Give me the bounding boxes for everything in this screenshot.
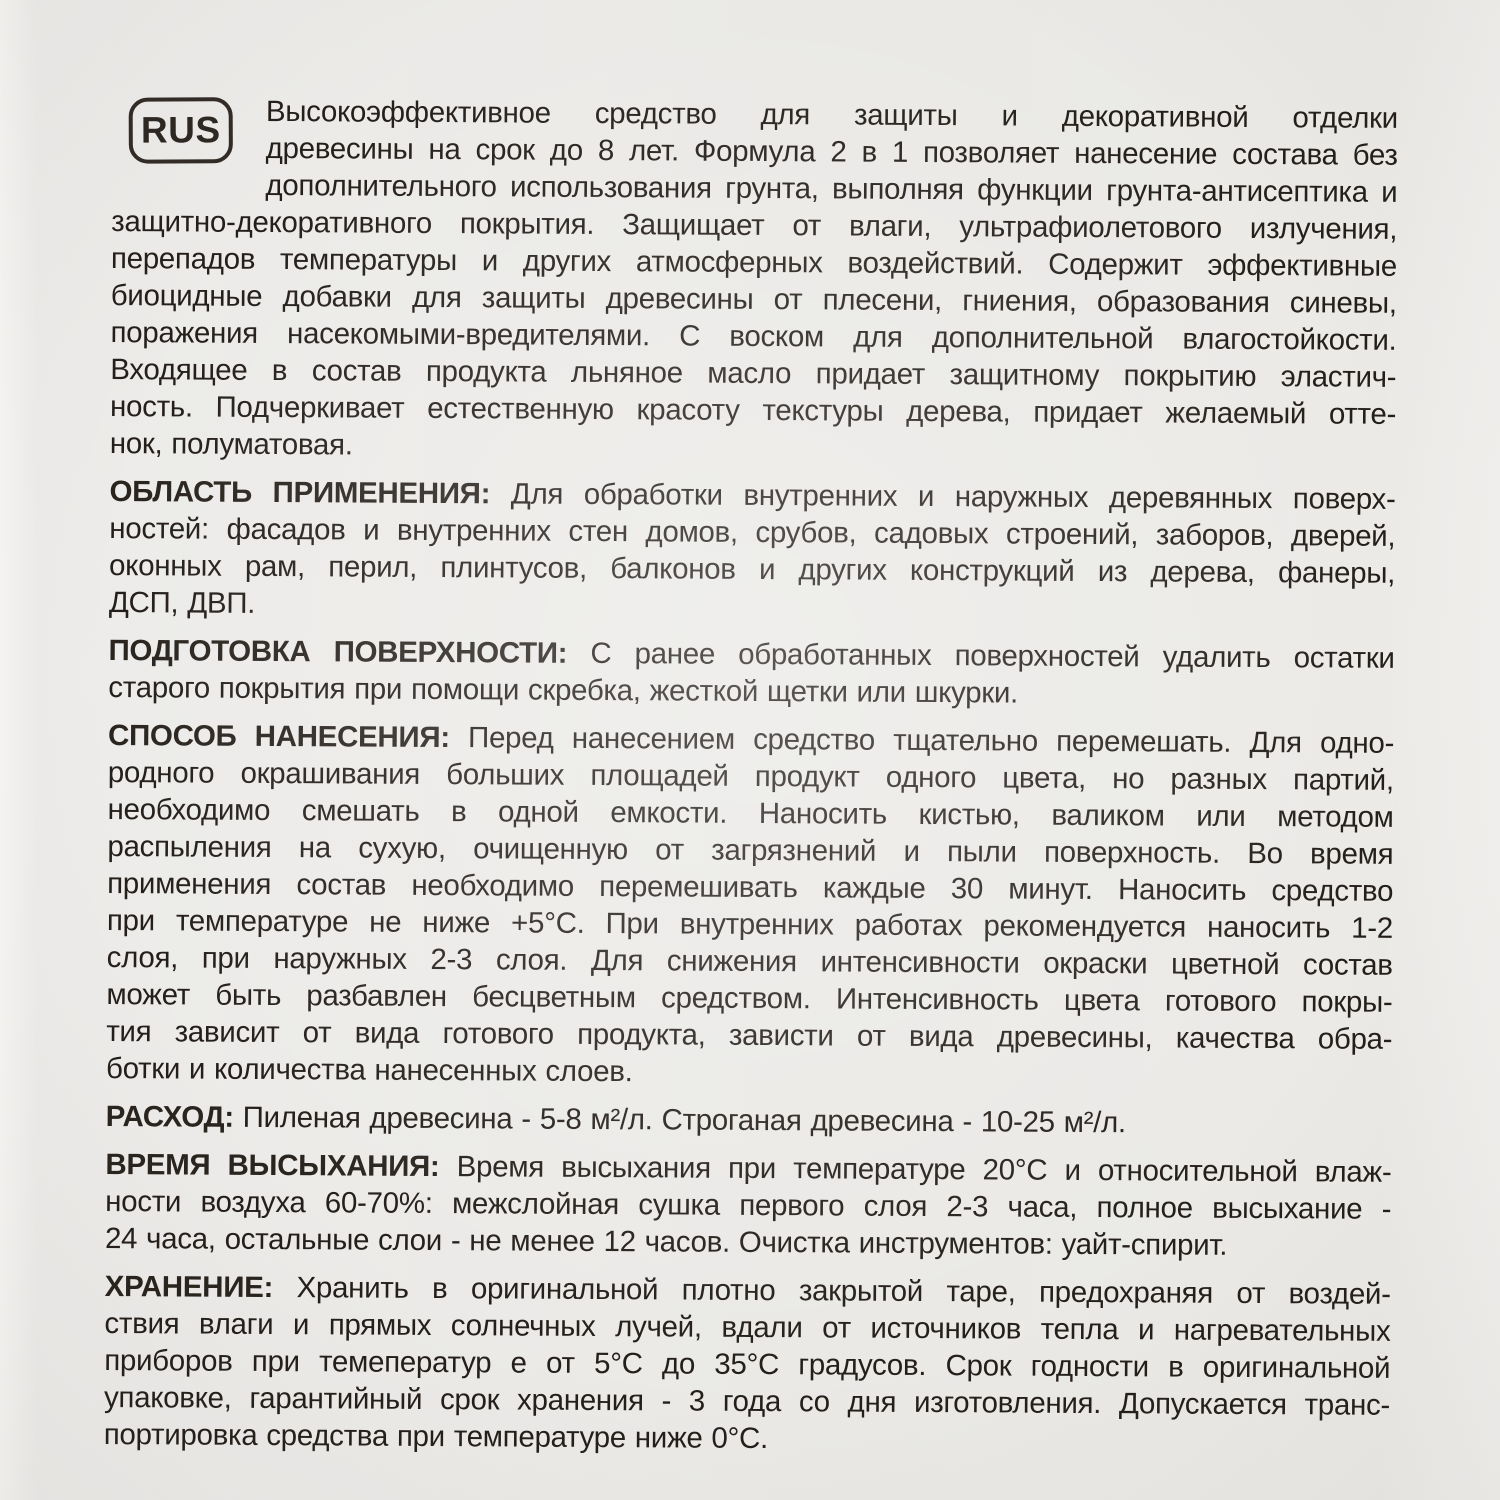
text-line [106, 1098, 1392, 1143]
section-heading: ПОДГОТОВКА ПОВЕРХНОСТИ: [108, 633, 568, 670]
section-heading: РАСХОД: [105, 1099, 234, 1134]
text-line: при температуре не ниже +5°С. При внутренних работах рекомендуется наносить 1-2 [106, 903, 1394, 945]
text-line: ностей: фасадов и внутренних стен домов, срубов, садовых строений, заборов, дверей, [109, 511, 1396, 553]
text-line: слоя, при наружных 2-3 слоя. Для снижения интенсивности окраски цветной состав [106, 940, 1393, 982]
text-line: распыления на сухую, очищенную от загрязнений и пыли поверхность. Во время [107, 829, 1394, 871]
text-line: упаковке, гарантийный срок хранения - 3 года со дня изготовления. Допускается транс- [103, 1380, 1391, 1422]
text-line: может быть разбавлен бесцветным средством. Интенсивность цвета готового покры- [106, 977, 1393, 1019]
text-line: ность. Подчеркивает естественную красоту текстуры дерева, придает желаемый отте- [109, 389, 1397, 431]
text-line: перепадов температуры и других атмосферных воздействий. Содержит эффективные [110, 241, 1398, 283]
text-line: биоцидные добавки для защиты древесины от плесени, гниения, образования синевы, [110, 278, 1397, 320]
text-span: С ранее обработанных поверхностей удалить остатки [590, 636, 1395, 675]
text-line: ствия влаги и прямых солнечных лучей, вдали от источников тепла и нагревательных [104, 1306, 1391, 1348]
section-surface-preparation [108, 632, 1394, 714]
section-heading: ХРАНЕНИЕ: [104, 1269, 274, 1305]
text-line: старого покрытия при помощи скребка, жесткой щетки или шкурки. [108, 670, 1019, 710]
text-line: применения состав необходимо перемешивать каждые 30 минут. Наносить средство [107, 866, 1394, 908]
text-line: поражения насекомыми-вредителями. С воском для дополнительной влагостойкости. [110, 315, 1397, 357]
section-heading: СПОСОБ НАНЕСЕНИЯ: [107, 718, 450, 755]
text-line: необходимо смешать в одной емкости. Наносить кистью, валиком или методом [107, 792, 1394, 834]
section-application-method [106, 717, 1394, 1095]
text-line: ности воздуха 60-70%: межслойная сушка первого слоя 2-3 часа, полное высыхание - [105, 1184, 1392, 1226]
intro-paragraph [110, 92, 1398, 470]
text-span: Для обработки внутренних и наружных деревянных поверх- [510, 477, 1396, 516]
section-drying-time [105, 1146, 1392, 1265]
section-consumption [106, 1098, 1392, 1143]
text-line: Высокоэффективное средство для защиты и декоративной отделки [265, 94, 1398, 135]
text-line: нок, полуматовая. [109, 426, 353, 462]
section-storage [104, 1268, 1391, 1461]
text-line: портировка средства при температуре ниже 0°С. [103, 1417, 769, 1456]
rus-badge-text: RUS [140, 109, 221, 151]
text-span: Хранить в оригинальной плотно закрытой таре, предохраняя от воздей- [296, 1271, 1391, 1311]
section-heading: ВРЕМЯ ВЫСЫХАНИЯ: [105, 1147, 440, 1184]
section-application-area [109, 473, 1396, 629]
text-line: древесины на срок до 8 лет. Формула 2 в 1 позволяет нанесение состава без [265, 131, 1398, 172]
label-text-area [104, 92, 1398, 1472]
rus-language-badge [129, 97, 233, 163]
text-line: родного окрашивания больших площадей продукт одного цвета, но разных партий, [107, 755, 1394, 797]
text-line: ботки и количества нанесенных слоев. [105, 1051, 633, 1089]
text-line: 24 часа, остальные слои - не менее 12 часов. Очистка инструментов: уайт-спирит. [104, 1221, 1228, 1262]
text-line: тия зависит от вида готового продукта, зависти от вида древесины, качества обра- [106, 1014, 1393, 1056]
section-heading: ОБЛАСТЬ ПРИМЕНЕНИЯ: [109, 474, 491, 511]
text-span: Перед нанесением средство тщательно перемешать. Для одно- [467, 721, 1395, 760]
text-span: Время высыхания при температуре 20°С и относительной влаж- [456, 1150, 1392, 1189]
text-line: ДСП, ДВП. [108, 585, 256, 620]
text-line: дополнительного использования грунта, выполняя функции грунта-антисептика и [265, 168, 1398, 209]
text-line: защитно-декоративного покрытия. Защищает от влаги, ультрафиолетового излучения, [111, 204, 1398, 246]
text-span: Пиленая древесина - 5-8 м²/л. Строганая древесина - 10-25 м²/л. [242, 1100, 1126, 1140]
text-line: Входящее в состав продукта льняное масло придает защитному покрытию эластич- [110, 352, 1397, 394]
text-line: приборов при темеператур е от 5°С до 35°С градусов. Срок годности в оригинальной [104, 1343, 1391, 1385]
text-line: оконных рам, перил, плинтусов, балконов и других конструкций из дерева, фанеры, [109, 548, 1396, 590]
